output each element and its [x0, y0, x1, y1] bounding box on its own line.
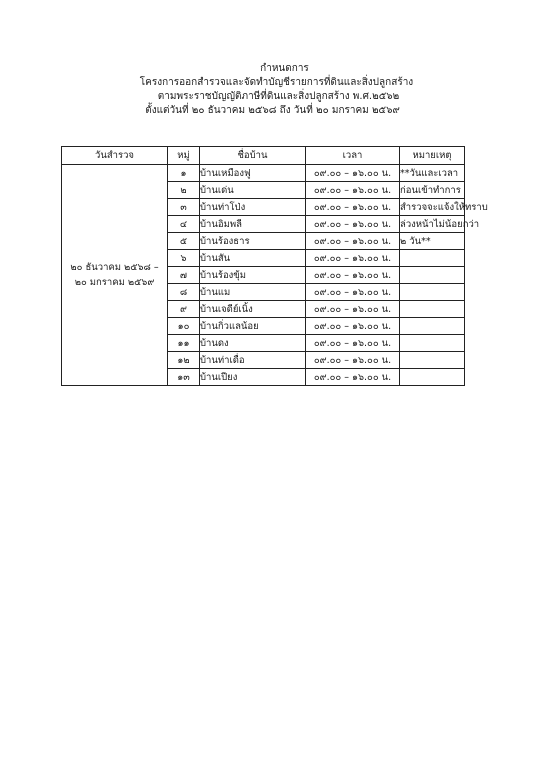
survey-date-cell	[62, 165, 168, 386]
note-cell	[400, 250, 465, 267]
table-body	[62, 165, 488, 386]
time-cell: ๐๙.๐๐ – ๑๖.๐๐ น.	[306, 233, 400, 250]
village-cell: บ้านแม	[200, 284, 306, 301]
village-cell: บ้านสัน	[200, 250, 306, 267]
village-cell: บ้านท่าเดื่อ	[200, 352, 306, 369]
note-cell	[400, 369, 465, 386]
village-cell: บ้านกิ่วแลน้อย	[200, 318, 306, 335]
time-cell: ๐๙.๐๐ – ๑๖.๐๐ น.	[306, 267, 400, 284]
moo-cell: ๑	[168, 165, 200, 182]
moo-cell: ๙	[168, 301, 200, 318]
column-header-time: เวลา	[306, 147, 400, 165]
note-cell: ๒ วัน**	[400, 233, 465, 250]
note-cell	[400, 335, 465, 352]
moo-cell: ๗	[168, 267, 200, 284]
moo-cell: ๒	[168, 182, 200, 199]
table-header-row	[62, 147, 465, 165]
survey-date-end: ๒๐ มกราคม ๒๕๖๙	[74, 277, 155, 288]
moo-cell: ๑๒	[168, 352, 200, 369]
note-cell	[400, 284, 465, 301]
village-cell: บ้านเหมืองฟู	[200, 165, 306, 182]
village-cell: บ้านอิมพลี	[200, 216, 306, 233]
document-header	[0, 62, 553, 118]
time-cell: ๐๙.๐๐ – ๑๖.๐๐ น.	[306, 318, 400, 335]
column-header-survey-date: วันสำรวจ	[62, 147, 168, 165]
column-header-note: หมายเหตุ	[400, 147, 465, 165]
village-cell: บ้านดง	[200, 335, 306, 352]
time-cell: ๐๙.๐๐ – ๑๖.๐๐ น.	[306, 182, 400, 199]
header-period: ตั้งแต่วันที่ ๒๐ ธันวาคม ๒๕๖๘ ถึง วันที่ ๒๐ มกราคม ๒๕๖๙	[145, 105, 400, 116]
moo-cell: ๓	[168, 199, 200, 216]
village-cell: บ้านท่าโป่ง	[200, 199, 306, 216]
time-cell: ๐๙.๐๐ – ๑๖.๐๐ น.	[306, 335, 400, 352]
village-cell: บ้านเปียง	[200, 369, 306, 386]
moo-cell: ๑๑	[168, 335, 200, 352]
column-header-moo: หมู่	[168, 147, 200, 165]
note-cell: สำรวจจะแจ้งให้ทราบ	[400, 199, 465, 216]
time-cell: ๐๙.๐๐ – ๑๖.๐๐ น.	[306, 352, 400, 369]
survey-date-start: ๒๐ ธันวาคม ๒๕๖๘ –	[70, 262, 159, 273]
note-cell: **วันและเวลา	[400, 165, 465, 182]
note-cell	[400, 318, 465, 335]
moo-cell: ๑๐	[168, 318, 200, 335]
note-cell	[400, 267, 465, 284]
header-title: กำหนดการ	[260, 63, 309, 74]
moo-cell: ๘	[168, 284, 200, 301]
time-cell: ๐๙.๐๐ – ๑๖.๐๐ น.	[306, 284, 400, 301]
moo-cell: ๖	[168, 250, 200, 267]
moo-cell: ๑๓	[168, 369, 200, 386]
village-cell: บ้านร้องขุ้ม	[200, 267, 306, 284]
table-row	[62, 165, 465, 182]
village-cell: บ้านเด่น	[200, 182, 306, 199]
time-cell: ๐๙.๐๐ – ๑๖.๐๐ น.	[306, 165, 400, 182]
moo-cell: ๔	[168, 216, 200, 233]
column-header-village: ชื่อบ้าน	[200, 147, 306, 165]
time-cell: ๐๙.๐๐ – ๑๖.๐๐ น.	[306, 216, 400, 233]
village-cell: บ้านเจดีย์เนิ้ง	[200, 301, 306, 318]
note-cell: ล่วงหน้าไม่น้อยกว่า	[400, 216, 465, 233]
note-cell: ก่อนเข้าทำการ	[400, 182, 465, 199]
header-project: โครงการออกสำรวจและจัดทำบัญชีรายการที่ดินและสิ่งปลูกสร้าง	[139, 77, 414, 88]
time-cell: ๐๙.๐๐ – ๑๖.๐๐ น.	[306, 250, 400, 267]
moo-cell: ๕	[168, 233, 200, 250]
time-cell: ๐๙.๐๐ – ๑๖.๐๐ น.	[306, 301, 400, 318]
schedule-table	[61, 146, 488, 386]
time-cell: ๐๙.๐๐ – ๑๖.๐๐ น.	[306, 199, 400, 216]
note-cell	[400, 301, 465, 318]
time-cell: ๐๙.๐๐ – ๑๖.๐๐ น.	[306, 369, 400, 386]
village-cell: บ้านร้องธาร	[200, 233, 306, 250]
note-cell	[400, 352, 465, 369]
header-act: ตามพระราชบัญญัติภาษีที่ดินและสิ่งปลูกสร้าง พ.ศ.๒๕๖๒	[157, 91, 400, 102]
